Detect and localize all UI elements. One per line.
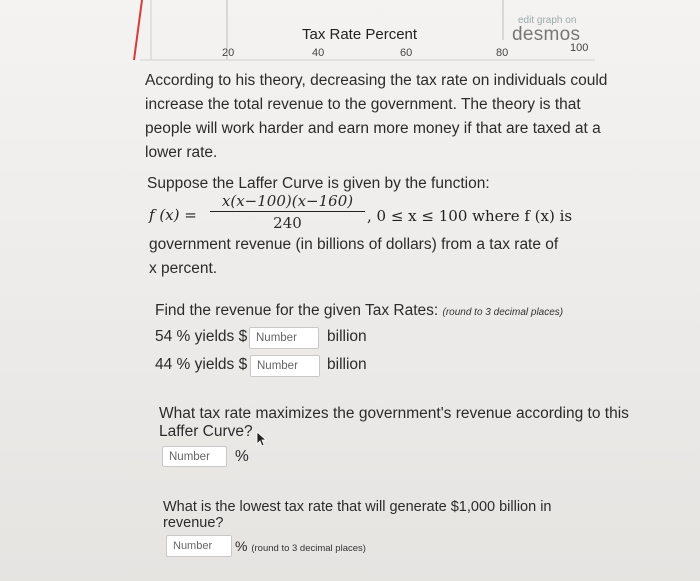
intro-line: According to his theory, decreasing the tax rate on individuals could	[145, 72, 608, 89]
fraction-bar	[210, 211, 365, 212]
q2-line: What tax rate maximizes the government's revenue according to this	[159, 405, 629, 422]
formula-lhs: f (x) =	[149, 206, 197, 224]
tick-label: 20	[222, 47, 235, 59]
desmos-logo[interactable]: desmos	[512, 24, 581, 45]
q1-prompt-text: Find the revenue for the given Tax Rates:	[155, 302, 439, 319]
q3-unit: %	[235, 538, 248, 554]
q1-row1-unit: billion	[327, 328, 367, 345]
max-revenue-rate-input[interactable]: Number	[162, 446, 227, 467]
intro-line: Suppose the Laffer Curve is given by the function:	[147, 175, 490, 192]
x-axis-title: Tax Rate Percent	[302, 26, 418, 43]
formula-fraction	[210, 192, 365, 232]
q3-unit-and-hint	[235, 535, 366, 560]
formula-domain: , 0 ≤ x ≤ 100 where f (x) is	[367, 207, 573, 225]
lowest-rate-input[interactable]: Number	[166, 535, 232, 557]
q1-row1-label: 54 % yields $	[155, 328, 248, 345]
q1-row2-label: 44 % yields $	[155, 356, 248, 373]
q3-hint: (round to 3 decimal places)	[251, 543, 366, 554]
q3-line: revenue?	[163, 515, 224, 531]
q1-prompt	[155, 300, 563, 324]
q2-line: Laffer Curve?	[159, 423, 253, 440]
q1-hint: (round to 3 decimal places)	[442, 307, 564, 318]
tick-label: 80	[496, 47, 509, 59]
revenue-44-input[interactable]: Number	[250, 355, 320, 377]
formula-line: government revenue (in billions of dollars) from a tax rate of	[149, 236, 559, 253]
q2-unit: %	[235, 448, 249, 465]
formula-numerator: x(x−100)(x−160)	[221, 192, 354, 210]
tick-label: 60	[400, 47, 413, 59]
revenue-54-input[interactable]: Number	[249, 327, 319, 349]
tick-label: 40	[312, 47, 325, 59]
q3-line: What is the lowest tax rate that will generate $1,000 billion in	[163, 499, 552, 515]
formula-denominator: 240	[273, 214, 302, 232]
tick-label: 100	[570, 42, 589, 54]
formula-line: x percent.	[149, 260, 218, 277]
laffer-graph[interactable]	[0, 0, 700, 62]
mouse-cursor-icon	[256, 431, 268, 447]
edit-graph-link[interactable]: edit graph on	[518, 15, 577, 26]
intro-line: increase the total revenue to the government. The theory is that	[145, 96, 581, 113]
q1-row2-unit: billion	[327, 356, 367, 373]
laffer-curve	[134, 0, 142, 60]
intro-line: lower rate.	[145, 144, 218, 161]
intro-line: people will work harder and earn more money if that are taxed at a	[145, 120, 601, 137]
